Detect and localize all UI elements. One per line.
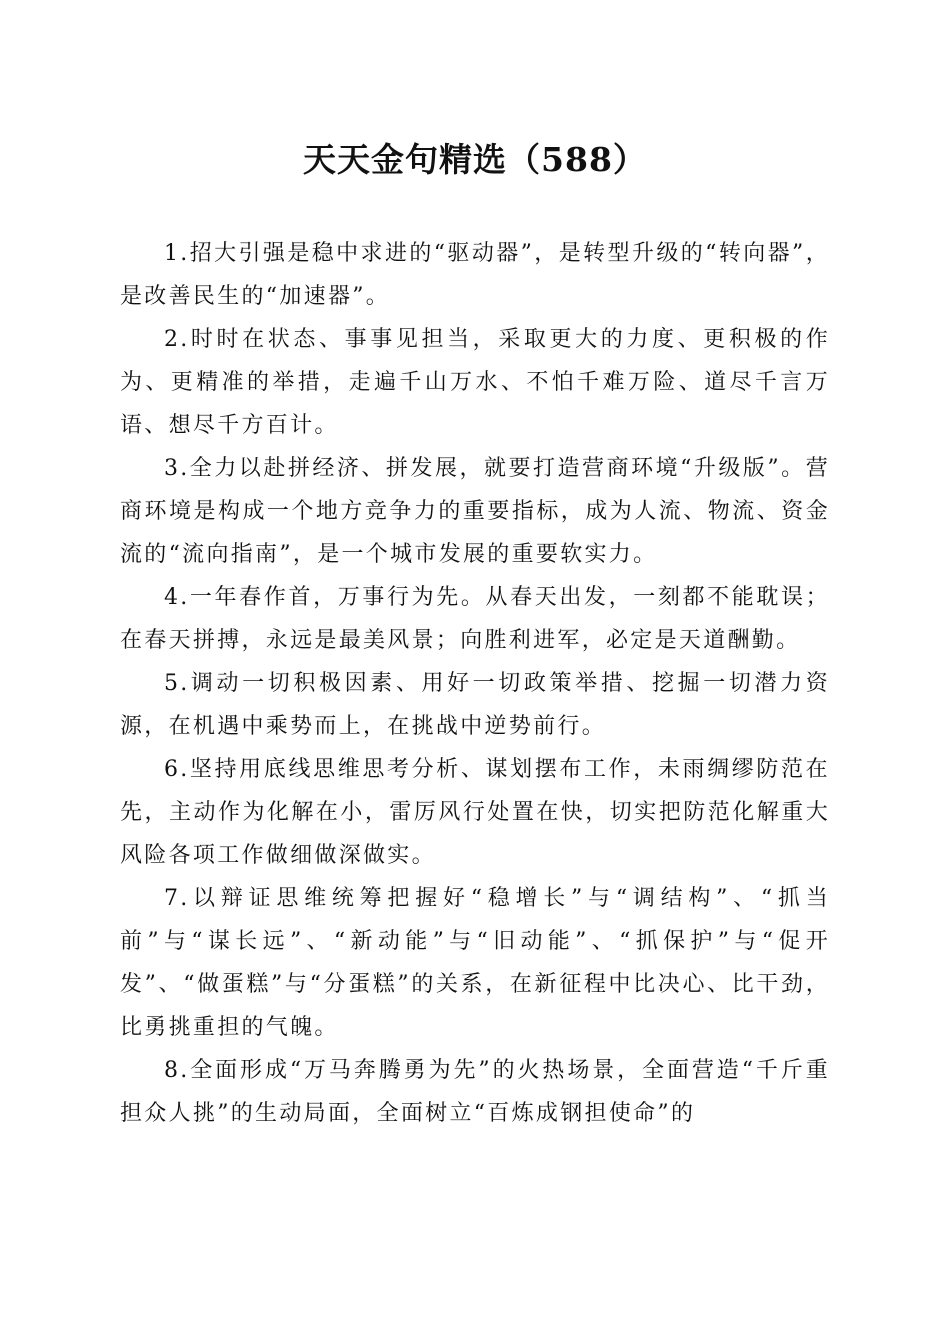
paragraph-1: 1.招大引强是稳中求进的“驱动器”，是转型升级的“转向器”，是改善民生的“加速器”。 [120, 241, 830, 309]
paragraph-4: 4.一年春作首，万事行为先。从春天出发，一刻都不能耽误；在春天拼搏，永远是最美风景；向胜利进军，必定是天道酬勤。 [120, 585, 830, 653]
paragraph-2: 2.时时在状态、事事见担当，采取更大的力度、更积极的作为、更精准的举措，走遍千山万水、不怕千难万险、道尽千言万语、想尽千方百计。 [120, 327, 830, 438]
paragraph-3: 3.全力以赴拼经济、拼发展，就要打造营商环境“升级版”。营商环境是构成一个地方竞争力的重要指标，成为人流、物流、资金流的“流向指南”，是一个城市发展的重要软实力。 [120, 456, 830, 567]
paragraph-5: 5.调动一切积极因素、用好一切政策举措、挖掘一切潜力资源，在机遇中乘势而上，在挑战中逆势前行。 [120, 671, 830, 739]
paragraph-7: 7.以辩证思维统筹把握好“稳增长”与“调结构”、“抓当前”与“谋长远”、“新动能”与“旧动能”、“抓保护”与“促开发”、“做蛋糕”与“分蛋糕”的关系，在新征程中比决心、比干劲，比勇挑重担的气魄。 [120, 886, 830, 1040]
document-title: 天天金句精选（588） [303, 140, 647, 179]
paragraph-6: 6.坚持用底线思维思考分析、谋划摆布工作，未雨绸缪防范在先，主动作为化解在小，雷厉风行处置在快，切实把防范化解重大风险各项工作做细做深做实。 [120, 757, 830, 868]
paragraph-8: 8.全面形成“万马奔腾勇为先”的火热场景，全面营造“千斤重担众人挑”的生动局面，全面树立“百炼成钢担使命”的 [120, 1058, 830, 1126]
document-body [120, 232, 830, 1135]
